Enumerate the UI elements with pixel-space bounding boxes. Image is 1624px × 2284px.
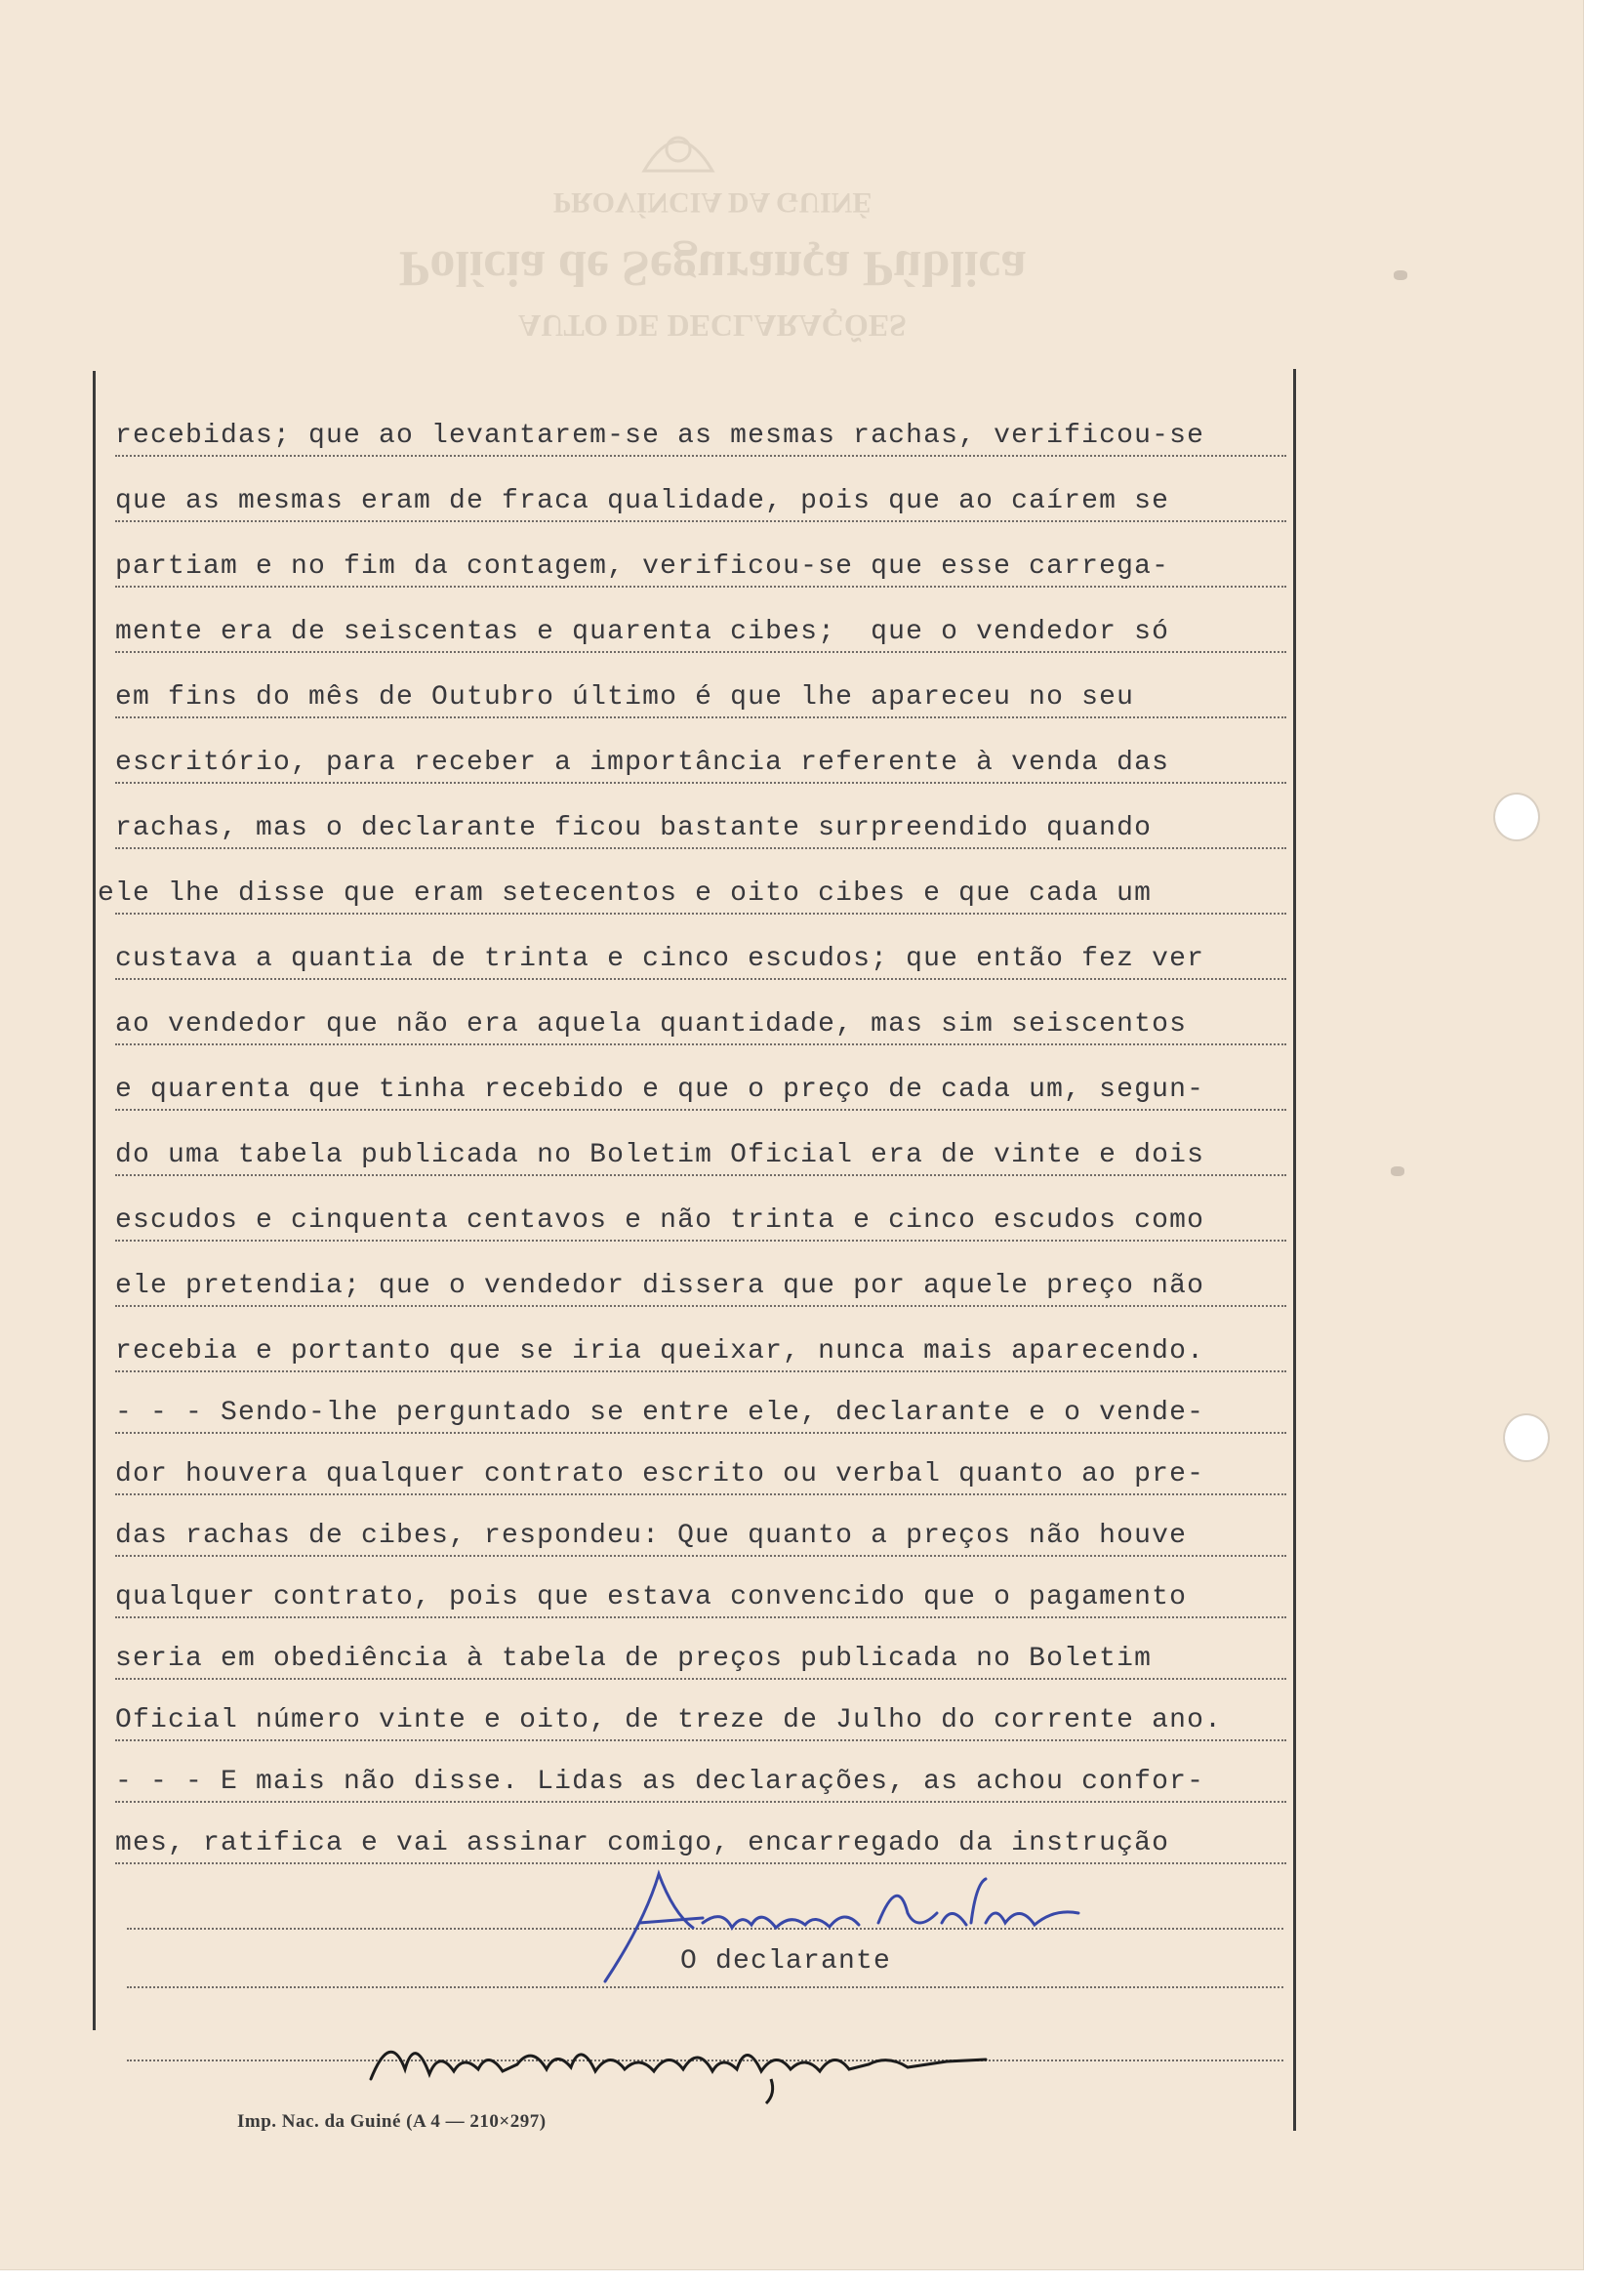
dotted-guide-line — [115, 1678, 1286, 1680]
text-line-content: das rachas de cibes, respondeu: Que quanto a preços não houve — [115, 1521, 1188, 1551]
text-line-content: custava a quantia de trinta e cinco escudos; que então fez ver — [115, 944, 1205, 974]
text-line — [115, 1704, 1286, 1737]
dotted-guide-line — [115, 1043, 1286, 1045]
text-line — [115, 1643, 1286, 1676]
text-line-content: em fins do mês de Outubro último é que lhe apareceu no seu — [115, 682, 1135, 713]
dotted-guide-line — [115, 455, 1286, 457]
text-line — [115, 1270, 1286, 1303]
text-line-content: Oficial número vinte e oito, de treze de Julho do corrente ano. — [115, 1705, 1223, 1735]
dotted-guide-line — [115, 847, 1286, 849]
paper-mark — [1391, 1166, 1404, 1176]
signature-caption: O declarante — [680, 1946, 892, 1977]
text-line — [115, 420, 1286, 453]
text-line — [115, 1204, 1286, 1238]
right-margin-rule — [1293, 369, 1296, 2131]
printer-imprint: Imp. Nac. da Guiné (A 4 — 210×297) — [237, 2111, 547, 2132]
dotted-guide-line — [115, 586, 1286, 588]
text-line — [115, 747, 1286, 780]
text-line-content: mente era de seiscentas e quarenta cibes; que o vendedor só — [115, 617, 1170, 647]
text-line-content: ele lhe disse que eram setecentos e oito cibes e que cada um — [98, 878, 1153, 909]
text-line — [115, 616, 1286, 649]
dotted-guide-line — [115, 978, 1286, 980]
letterhead-province: PROVÍNCIA DA GUINÉ — [552, 186, 873, 219]
text-line-content: - - - E mais não disse. Lidas as declarações, as achou confor- — [115, 1767, 1205, 1797]
left-margin-rule — [93, 371, 96, 2030]
punch-hole — [1503, 1413, 1550, 1462]
text-line-content: e quarenta que tinha recebido e que o preço de cada um, segun- — [115, 1075, 1205, 1105]
text-line-content: dor houvera qualquer contrato escrito ou verbal quanto ao pre- — [115, 1459, 1205, 1489]
text-line — [115, 1008, 1286, 1041]
text-line-content: rachas, mas o declarante ficou bastante surpreendido quando — [115, 813, 1153, 843]
text-line-content: partiam e no fim da contagem, verificou-se que esse carrega- — [115, 551, 1170, 582]
text-line — [98, 877, 1269, 911]
dotted-guide-line — [115, 1432, 1286, 1434]
text-line — [115, 1581, 1286, 1614]
dotted-guide-line — [115, 1739, 1286, 1741]
text-line-content: ao vendedor que não era aquela quantidade, mas sim seiscentos — [115, 1009, 1188, 1040]
text-line — [115, 1458, 1286, 1491]
text-line-content: recebidas; que ao levantarem-se as mesmas rachas, verificou-se — [115, 421, 1205, 451]
letterhead-title: AUTO DE DECLARAÇÕES — [518, 308, 907, 344]
coat-of-arms-emblem — [634, 112, 722, 181]
text-line — [115, 1335, 1286, 1368]
dotted-guide-line — [115, 1174, 1286, 1176]
text-line — [115, 485, 1286, 518]
dotted-guide-line — [115, 1493, 1286, 1495]
text-line — [115, 681, 1286, 714]
dotted-guide-line — [115, 913, 1286, 915]
text-line-content: que as mesmas eram de fraca qualidade, pois que ao caírem se — [115, 486, 1170, 516]
dotted-guide-line — [115, 1240, 1286, 1242]
dotted-guide-line — [115, 1616, 1286, 1618]
text-line-content: escudos e cinquenta centavos e não trinta e cinco escudos como — [115, 1205, 1205, 1236]
text-line-content: - - - Sendo-lhe perguntado se entre ele, declarante e o vende- — [115, 1398, 1205, 1428]
text-line-content: mes, ratifica e vai assinar comigo, encarregado da instrução — [115, 1828, 1170, 1858]
text-line-content: ele pretendia; que o vendedor dissera que por aquele preço não — [115, 1271, 1205, 1301]
dotted-guide-line — [115, 520, 1286, 522]
text-line — [115, 812, 1286, 845]
paper-mark — [1394, 270, 1407, 280]
dotted-guide-line — [115, 1555, 1286, 1557]
text-line-content: seria em obediência à tabela de preços publicada no Boletim — [115, 1644, 1153, 1674]
dotted-guide-line — [115, 1305, 1286, 1307]
text-line-content: qualquer contrato, pois que estava convencido que o pagamento — [115, 1582, 1188, 1612]
text-line — [115, 1397, 1286, 1430]
dotted-guide-line — [115, 1801, 1286, 1803]
letterhead-police: Polícia de Segurança Pública — [398, 240, 1027, 296]
dotted-guide-line — [115, 1370, 1286, 1372]
punch-hole — [1493, 793, 1540, 841]
dotted-guide-line — [115, 716, 1286, 718]
declarant-signature — [586, 1855, 1093, 1991]
dotted-guide-line — [115, 1109, 1286, 1111]
text-line — [115, 1520, 1286, 1553]
text-line — [115, 1766, 1286, 1799]
dotted-guide-line — [115, 651, 1286, 653]
text-line-content: do uma tabela publicada no Boletim Oficial era de vinte e dois — [115, 1140, 1205, 1170]
text-line — [115, 1139, 1286, 1172]
dotted-guide-line — [115, 782, 1286, 784]
text-line-content: recebia e portanto que se iria queixar, nunca mais aparecendo. — [115, 1336, 1205, 1366]
text-line-content: escritório, para receber a importância referente à venda das — [115, 748, 1170, 778]
text-line — [115, 551, 1286, 584]
text-line — [115, 1074, 1286, 1107]
official-signature — [361, 2011, 1025, 2108]
text-line — [115, 943, 1286, 976]
